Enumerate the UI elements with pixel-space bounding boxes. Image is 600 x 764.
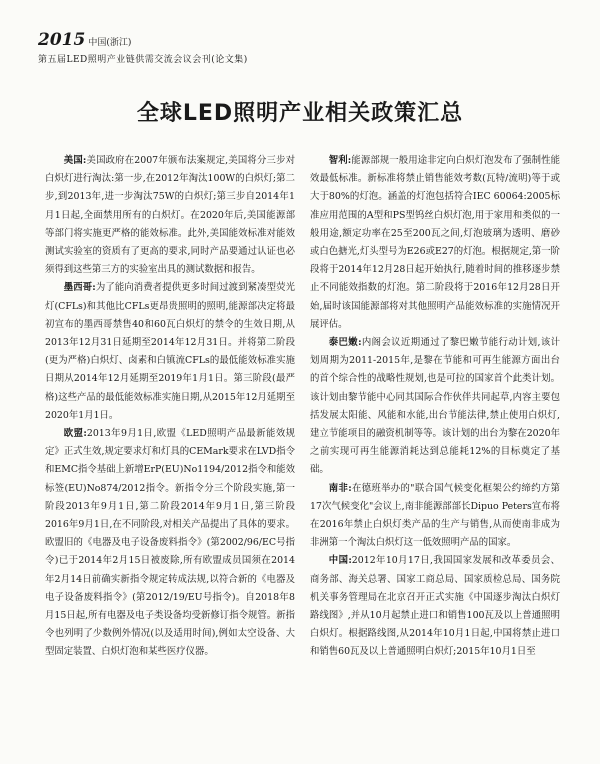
paragraph-text: 2013年9月1日,欧盟《LED照明产品最新能效规定》正式生效,规定要求灯和灯具的CEMark要求在LVD指令和EMC指令基础上新增ErP(EU)No1194/2012指令和能效标签(EU)No874/2012指令。新指令分三个阶段实施,第一阶段2013年9月1日,第二阶段2014年9月1日,第三阶段2016年9月1日,在不同阶段,对相关产品提出了具体的要求。欧盟旧的《电器及电子设备废料指令》(第2002/96/EC号指令)已于2014年2月15日被废除,所有欧盟成员国须在2014年2月14日前确实新指令规定转成法规,以符合新的《电器及电子设备废料指令》(第2012/19/EU号指令)。自2018年8月15日起,所有电器及电子类设备均受新修订指令规管。新指令也列明了少数例外情况(以及适用时间),例如太空设备、大型固定装置、白炽灯泡和某些医疗仪器。 xyxy=(45,428,295,658)
paragraph-chile xyxy=(310,152,560,334)
country-label: 南非: xyxy=(328,482,352,494)
paragraph-text: 美国政府在2007年颁布法案规定,美国将分三步对白炽灯进行淘汰:第一步,在2012年淘汰100W的白炽灯;第二步,到2013年,进一步淘汰75W的白炽灯;第三步自2014年1月1日起,全面禁用所有的白炽灯。在2020年后,美国能源部等部门将实施更严格的能效标准。此外,美国能效标准对能效测试实验室的资质有了更高的要求,同时产品要通过认证也必须得到这些第三方的实验室出具的测试数据和报告。 xyxy=(45,155,295,276)
paragraph-usa xyxy=(45,152,295,279)
paragraph-china xyxy=(310,552,560,661)
paragraph-text: 在德班举办的"联合国气候变化框架公约缔约方第17次气候变化"会议上,南非能源部部长Dipuo Peters宣布将在2016年禁止白炽灯类产品的生产与销售,从而使南非成为非洲第一个淘汰白炽灯这一低效照明产品的国家。 xyxy=(310,482,560,549)
left-column xyxy=(45,152,295,662)
country-label: 欧盟: xyxy=(63,428,87,440)
country-label: 美国: xyxy=(63,155,87,166)
country-label: 中国: xyxy=(328,555,352,567)
paragraph-south-africa xyxy=(310,480,560,553)
country-label: 墨西哥: xyxy=(63,282,96,294)
country-label: 智利: xyxy=(328,155,352,166)
header-line-1 xyxy=(38,30,248,50)
header-conference: 第五届LED照明产业链供需交流会议会刊(论文集) xyxy=(38,55,248,65)
paragraph-text: 能源部规一般用途非定向白炽灯泡发布了强制性能效最低标准。新标准将禁止销售能效考数(瓦特/流明)等于或大于80%的灯泡。涵盖的灯泡包括符合IEC 60064:2005标准应用范围的A型和PS型钨丝白炽灯泡,用于家用和类似的一般用途,额定功率在25至200瓦之间,灯泡玻璃为透明、磨砂或白色搪光,灯头型号为E26或E27的灯泡。根据规定,第一阶段将于2014年12月28日起开始执行,随着时间的推移逐步禁止不同能效指数的灯泡。第二阶段将于2016年12月28日开始,届时该国能源部将对其他照明产品能效标准的实施情况开展评估。 xyxy=(310,155,560,330)
paragraph-text: 2012年10月17日,我国国家发展和改革委员会、商务部、海关总署、国家工商总局、国家质检总局、国务院机关事务管理局在北京召开正式实施《中国逐步淘汰白炽灯路线图》,并从10月起禁止进口和销售100瓦及以上普通照明白炽灯。根据路线图,从2014年10月1日起,中国将禁止进口和销售60瓦及以上普通照明白炽灯;2015年10月1日至 xyxy=(310,555,560,658)
page-title: 全球LED照明产业相关政策汇总 xyxy=(136,101,464,126)
paragraph-eu xyxy=(45,425,295,662)
paragraph-text: 为了能向消费者提供更多时间过渡到紧凑型荧光灯(CFLs)和其他比CFLs更昂贵照明的照明,能源部决定将最初宣布的墨西哥禁售40和60瓦白炽灯的禁令的生效日期,从2013年12月31日延期至2014年12月31日。并将第二阶段(更为严格)白炽灯、卤素和白镇流CFLs的最低能效标准实施日期从2014年12月延期至2019年1月1日。第三阶段(最严格)这些产品的最低能效标准实施日期,从2015年12月延期至2020年1月1日。 xyxy=(45,282,295,421)
header-region: 中国(浙江) xyxy=(88,38,132,48)
country-label: 泰巴嫩: xyxy=(328,337,362,349)
header-year: 2015 xyxy=(38,30,86,50)
right-column xyxy=(310,152,560,662)
paragraph-mexico xyxy=(45,279,295,425)
paragraph-text: 内阁会议近期通过了黎巴嫩节能行动计划,该计划周期为2011-2015年,是黎在节能和可再生能源方面出台的首个综合性的战略性规划,也是可拉的国家首个此类计划。该计划由黎节能中心同其国际合作伙伴共同起草,内容主要包括发展太阳能、风能和水能,出台节能法律,禁止使用白炽灯,建立节能项目的融资机制等等。该计划的出台为黎在2020年之前实现可再生能源消耗达到总能耗12%的目标奠定了基础。 xyxy=(310,337,560,476)
running-header xyxy=(38,30,248,65)
paragraph-lebanon xyxy=(310,334,560,480)
